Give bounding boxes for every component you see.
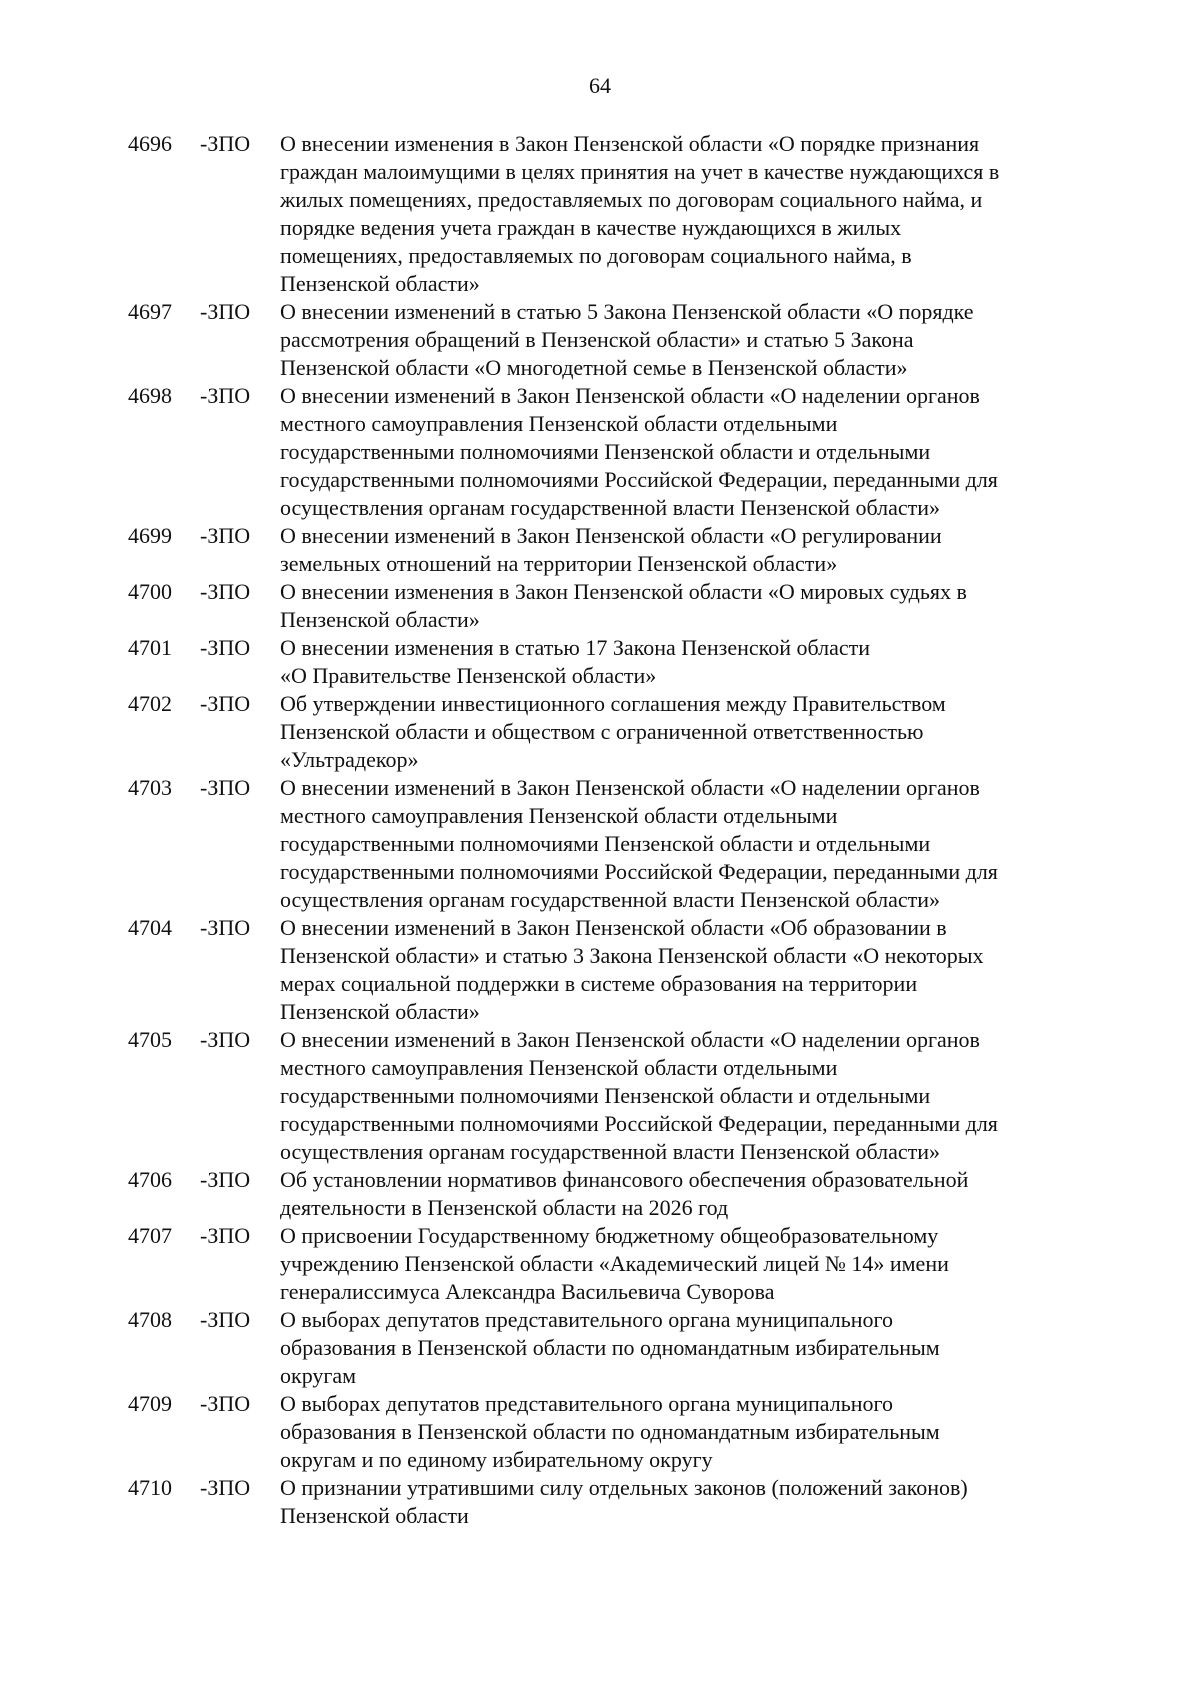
law-title bbox=[280, 1026, 1088, 1166]
law-entry bbox=[128, 1166, 1088, 1222]
law-title bbox=[280, 578, 1088, 634]
law-title bbox=[280, 914, 1088, 1026]
law-number: 4698 bbox=[128, 383, 172, 408]
law-title-line: О внесении изменения в статью 17 Закона Пензенской области bbox=[280, 635, 871, 660]
law-number: 4699 bbox=[128, 523, 172, 548]
law-title-line: государственными полномочиями Российской Федерации, переданными для bbox=[280, 467, 998, 492]
law-number: 4704 bbox=[128, 915, 172, 940]
law-suffix: -ЗПО bbox=[200, 775, 251, 800]
law-title-line: О выборах депутатов представительного органа муниципального bbox=[280, 1307, 894, 1332]
law-suffix: -ЗПО bbox=[200, 579, 251, 604]
law-title-line: государственными полномочиями Пензенской области и отдельными bbox=[280, 831, 931, 856]
law-number: 4709 bbox=[128, 1391, 172, 1416]
law-number: 4701 bbox=[128, 635, 172, 660]
law-title-line: помещениях, предоставляемых по договорам социального найма, в bbox=[280, 243, 912, 268]
law-title bbox=[280, 774, 1088, 914]
law-title-line: генералиссимуса Александра Васильевича Суворова bbox=[280, 1279, 775, 1304]
law-suffix: -ЗПО bbox=[200, 1223, 251, 1248]
law-entry bbox=[128, 1390, 1088, 1474]
law-title-line: О внесении изменений в Закон Пензенской области «О наделении органов bbox=[280, 383, 980, 408]
law-title-line: О присвоении Государственному бюджетному общеобразовательному bbox=[280, 1223, 939, 1248]
law-title-line: осуществления органам государственной власти Пензенской области» bbox=[280, 1139, 940, 1164]
law-title-line: О признании утратившими силу отдельных законов (положений законов) bbox=[280, 1475, 968, 1500]
law-suffix: -ЗПО bbox=[200, 131, 251, 156]
law-suffix: -ЗПО bbox=[200, 383, 251, 408]
law-suffix: -ЗПО bbox=[200, 1475, 251, 1500]
law-suffix: -ЗПО bbox=[200, 299, 251, 324]
law-title bbox=[280, 690, 1088, 774]
law-suffix: -ЗПО bbox=[200, 691, 251, 716]
law-title-line: «Ультрадекор» bbox=[280, 747, 419, 772]
law-entry bbox=[128, 1474, 1088, 1530]
law-title-line: Об утверждении инвестиционного соглашения между Правительством bbox=[280, 691, 946, 716]
law-number: 4710 bbox=[128, 1475, 172, 1500]
law-entry bbox=[128, 382, 1088, 522]
law-title-line: О внесении изменений в статью 5 Закона Пензенской области «О порядке bbox=[280, 299, 974, 324]
law-title-line: местного самоуправления Пензенской области отдельными bbox=[280, 1055, 838, 1080]
law-entry bbox=[128, 130, 1088, 298]
law-title-line: государственными полномочиями Пензенской области и отдельными bbox=[280, 439, 931, 464]
law-title-line: государственными полномочиями Пензенской области и отдельными bbox=[280, 1083, 931, 1108]
law-title bbox=[280, 634, 1088, 690]
law-title-line: округам bbox=[280, 1363, 357, 1388]
law-number: 4705 bbox=[128, 1027, 172, 1052]
law-title-line: О внесении изменений в Закон Пензенской области «О наделении органов bbox=[280, 1027, 980, 1052]
page-number: 64 bbox=[589, 73, 611, 98]
law-number: 4700 bbox=[128, 579, 172, 604]
law-title-line: О внесении изменения в Закон Пензенской области «О порядке признания bbox=[280, 131, 980, 156]
law-entry bbox=[128, 578, 1088, 634]
law-entry bbox=[128, 634, 1088, 690]
law-title-line: земельных отношений на территории Пензенской области» bbox=[280, 551, 838, 576]
law-title bbox=[280, 1474, 1088, 1530]
law-entry bbox=[128, 690, 1088, 774]
law-number: 4697 bbox=[128, 299, 172, 324]
law-title-line: рассмотрения обращений в Пензенской области» и статью 5 Закона bbox=[280, 327, 914, 352]
law-suffix: -ЗПО bbox=[200, 1167, 251, 1192]
law-title-line: «О Правительстве Пензенской области» bbox=[280, 663, 657, 688]
law-title-line: порядке ведения учета граждан в качестве нуждающихся в жилых bbox=[280, 215, 902, 240]
law-title-line: учреждению Пензенской области «Академический лицей № 14» имени bbox=[280, 1251, 949, 1276]
law-title-line: округам и по единому избирательному округу bbox=[280, 1447, 713, 1472]
law-title bbox=[280, 1166, 1088, 1222]
law-title-line: Пензенской области» bbox=[280, 271, 480, 296]
law-title-line: Пензенской области» и статью 3 Закона Пензенской области «О некоторых bbox=[280, 943, 984, 968]
law-title-line: местного самоуправления Пензенской области отдельными bbox=[280, 803, 838, 828]
law-number: 4696 bbox=[128, 131, 172, 156]
law-title-line: Пензенской области» bbox=[280, 999, 480, 1024]
law-title bbox=[280, 1306, 1088, 1390]
law-title-line: осуществления органам государственной власти Пензенской области» bbox=[280, 887, 940, 912]
law-suffix: -ЗПО bbox=[200, 635, 251, 660]
law-title-line: образования в Пензенской области по одномандатным избирательным bbox=[280, 1335, 940, 1360]
law-title bbox=[280, 298, 1088, 382]
law-number: 4708 bbox=[128, 1307, 172, 1332]
law-number: 4706 bbox=[128, 1167, 172, 1192]
law-title-line: Об установлении нормативов финансового обеспечения образовательной bbox=[280, 1167, 969, 1192]
law-entry bbox=[128, 914, 1088, 1026]
law-title-line: мерах социальной поддержки в системе образования на территории bbox=[280, 971, 918, 996]
law-title-line: государственными полномочиями Российской Федерации, переданными для bbox=[280, 1111, 998, 1136]
law-title-line: граждан малоимущими в целях принятия на учет в качестве нуждающихся в bbox=[280, 159, 1000, 184]
law-title bbox=[280, 1390, 1088, 1474]
law-title-line: Пензенской области «О многодетной семье в Пензенской области» bbox=[280, 355, 908, 380]
law-suffix: -ЗПО bbox=[200, 1391, 251, 1416]
law-title-line: государственными полномочиями Российской Федерации, переданными для bbox=[280, 859, 998, 884]
law-title-line: О внесении изменений в Закон Пензенской области «Об образовании в bbox=[280, 915, 947, 940]
law-entry bbox=[128, 1222, 1088, 1306]
law-number: 4707 bbox=[128, 1223, 172, 1248]
law-number: 4702 bbox=[128, 691, 172, 716]
law-title-line: деятельности в Пензенской области на 2026 год bbox=[280, 1195, 729, 1220]
law-title bbox=[280, 1222, 1088, 1306]
law-title bbox=[280, 130, 1088, 298]
law-suffix: -ЗПО bbox=[200, 1307, 251, 1332]
law-title-line: осуществления органам государственной власти Пензенской области» bbox=[280, 495, 940, 520]
law-entry bbox=[128, 298, 1088, 382]
law-title-line: О внесении изменений в Закон Пензенской области «О регулировании bbox=[280, 523, 942, 548]
law-suffix: -ЗПО bbox=[200, 1027, 251, 1052]
law-title bbox=[280, 382, 1088, 522]
law-number: 4703 bbox=[128, 775, 172, 800]
law-entry bbox=[128, 522, 1088, 578]
law-suffix: -ЗПО bbox=[200, 523, 251, 548]
law-title-line: жилых помещениях, предоставляемых по договорам социального найма, и bbox=[280, 187, 983, 212]
law-title-line: образования в Пензенской области по одномандатным избирательным bbox=[280, 1419, 940, 1444]
law-entry bbox=[128, 1306, 1088, 1390]
law-title-line: О выборах депутатов представительного органа муниципального bbox=[280, 1391, 894, 1416]
law-title-line: О внесении изменений в Закон Пензенской области «О наделении органов bbox=[280, 775, 980, 800]
law-entry bbox=[128, 774, 1088, 914]
law-title-line: Пензенской области bbox=[280, 1503, 469, 1528]
law-entry bbox=[128, 1026, 1088, 1166]
law-title-line: Пензенской области» bbox=[280, 607, 480, 632]
law-suffix: -ЗПО bbox=[200, 915, 251, 940]
law-title bbox=[280, 522, 1088, 578]
law-title-line: местного самоуправления Пензенской области отдельными bbox=[280, 411, 838, 436]
law-title-line: Пензенской области и обществом с ограниченной ответственностью bbox=[280, 719, 924, 744]
law-title-line: О внесении изменения в Закон Пензенской области «О мировых судьях в bbox=[280, 579, 967, 604]
law-list bbox=[128, 130, 1088, 1530]
